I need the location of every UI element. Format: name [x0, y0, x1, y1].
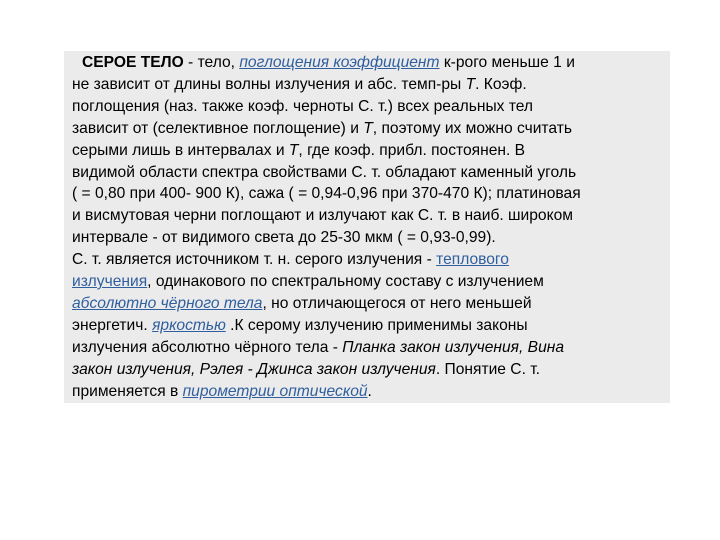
text-line — [72, 271, 672, 293]
text-segment: , поэтому их можно считать — [372, 119, 572, 137]
symbol-t: Т — [363, 119, 373, 137]
text-line — [72, 249, 672, 271]
text-line — [72, 227, 672, 249]
text-segment: , но отличающегося от него меньшей — [262, 294, 532, 312]
text-segment: , одинакового по спектральному составу с излучением — [147, 273, 544, 291]
text-line — [72, 74, 672, 96]
text-line — [72, 52, 672, 74]
link-thermal-radiation[interactable]: теплового — [436, 251, 509, 269]
text-segment: . Коэф. — [475, 75, 527, 93]
text-segment: и висмутовая черни поглощают и излучают как С. т. в наиб. широком — [72, 207, 573, 225]
text-segment: поглощения (наз. также коэф. черноты С. т.) всех реальных тел — [72, 97, 534, 115]
link-thermal-radiation-cont[interactable]: излучения — [72, 273, 148, 291]
text-segment: .К серому излучению применимы законы — [225, 316, 528, 334]
text-segment: не зависит от длины волны излучения и абс. темп-ры — [72, 75, 466, 93]
text-segment: С. т. является источником т. н. серого излучения - — [72, 251, 437, 269]
text-segment: ( = 0,80 при 400- 900 К), сажа ( = 0,94-0,96 при 370-470 К); платиновая — [72, 185, 581, 203]
article-text — [72, 52, 672, 403]
text-segment: к-рого меньше 1 и — [439, 54, 575, 71]
text-segment: видимой области спектра свойствами С. т. обладают каменный уголь — [72, 163, 577, 181]
text-segment: зависит от (селективное поглощение) и — [72, 119, 364, 137]
text-segment: энергетич. — [72, 316, 153, 334]
text-line — [72, 140, 672, 162]
link-optical-pyrometry[interactable]: пирометрии оптической — [182, 382, 368, 400]
text-segment: . Понятие С. т. — [435, 360, 540, 378]
text-line — [72, 359, 672, 381]
law-names: закон излучения, Рэлея - Джинса закон излучения — [72, 360, 436, 378]
term-heading: СЕРОЕ ТЕЛО — [82, 54, 184, 71]
text-segment: - тело, — [183, 54, 240, 71]
text-line — [72, 337, 672, 359]
text-segment: интервале - от видимого света до 25-30 мкм ( = 0,93-0,99). — [72, 229, 496, 247]
text-segment: , где коэф. прибл. постоянен. В — [298, 141, 526, 159]
symbol-t: Т — [288, 141, 299, 159]
text-line — [72, 162, 672, 184]
link-absolute-black-body[interactable]: абсолютно чёрного тела — [72, 294, 263, 312]
text-line — [72, 96, 672, 118]
text-line — [72, 118, 672, 140]
link-absorption-coefficient[interactable]: поглощения коэффициент — [239, 54, 440, 71]
text-line — [72, 315, 672, 337]
link-brightness[interactable]: яркостью — [152, 316, 226, 334]
text-line — [72, 183, 672, 205]
text-line — [72, 381, 672, 403]
text-segment: применяется в — [72, 382, 183, 400]
text-segment: излучения абсолютно чёрного тела - — [72, 338, 343, 356]
law-names: Планка закон излучения, Вина — [342, 338, 565, 356]
text-line — [72, 293, 672, 315]
text-segment: . — [367, 382, 372, 400]
symbol-t: Т — [465, 75, 476, 93]
text-line — [72, 205, 672, 227]
text-segment: серыми лишь в интервалах и — [72, 141, 289, 159]
